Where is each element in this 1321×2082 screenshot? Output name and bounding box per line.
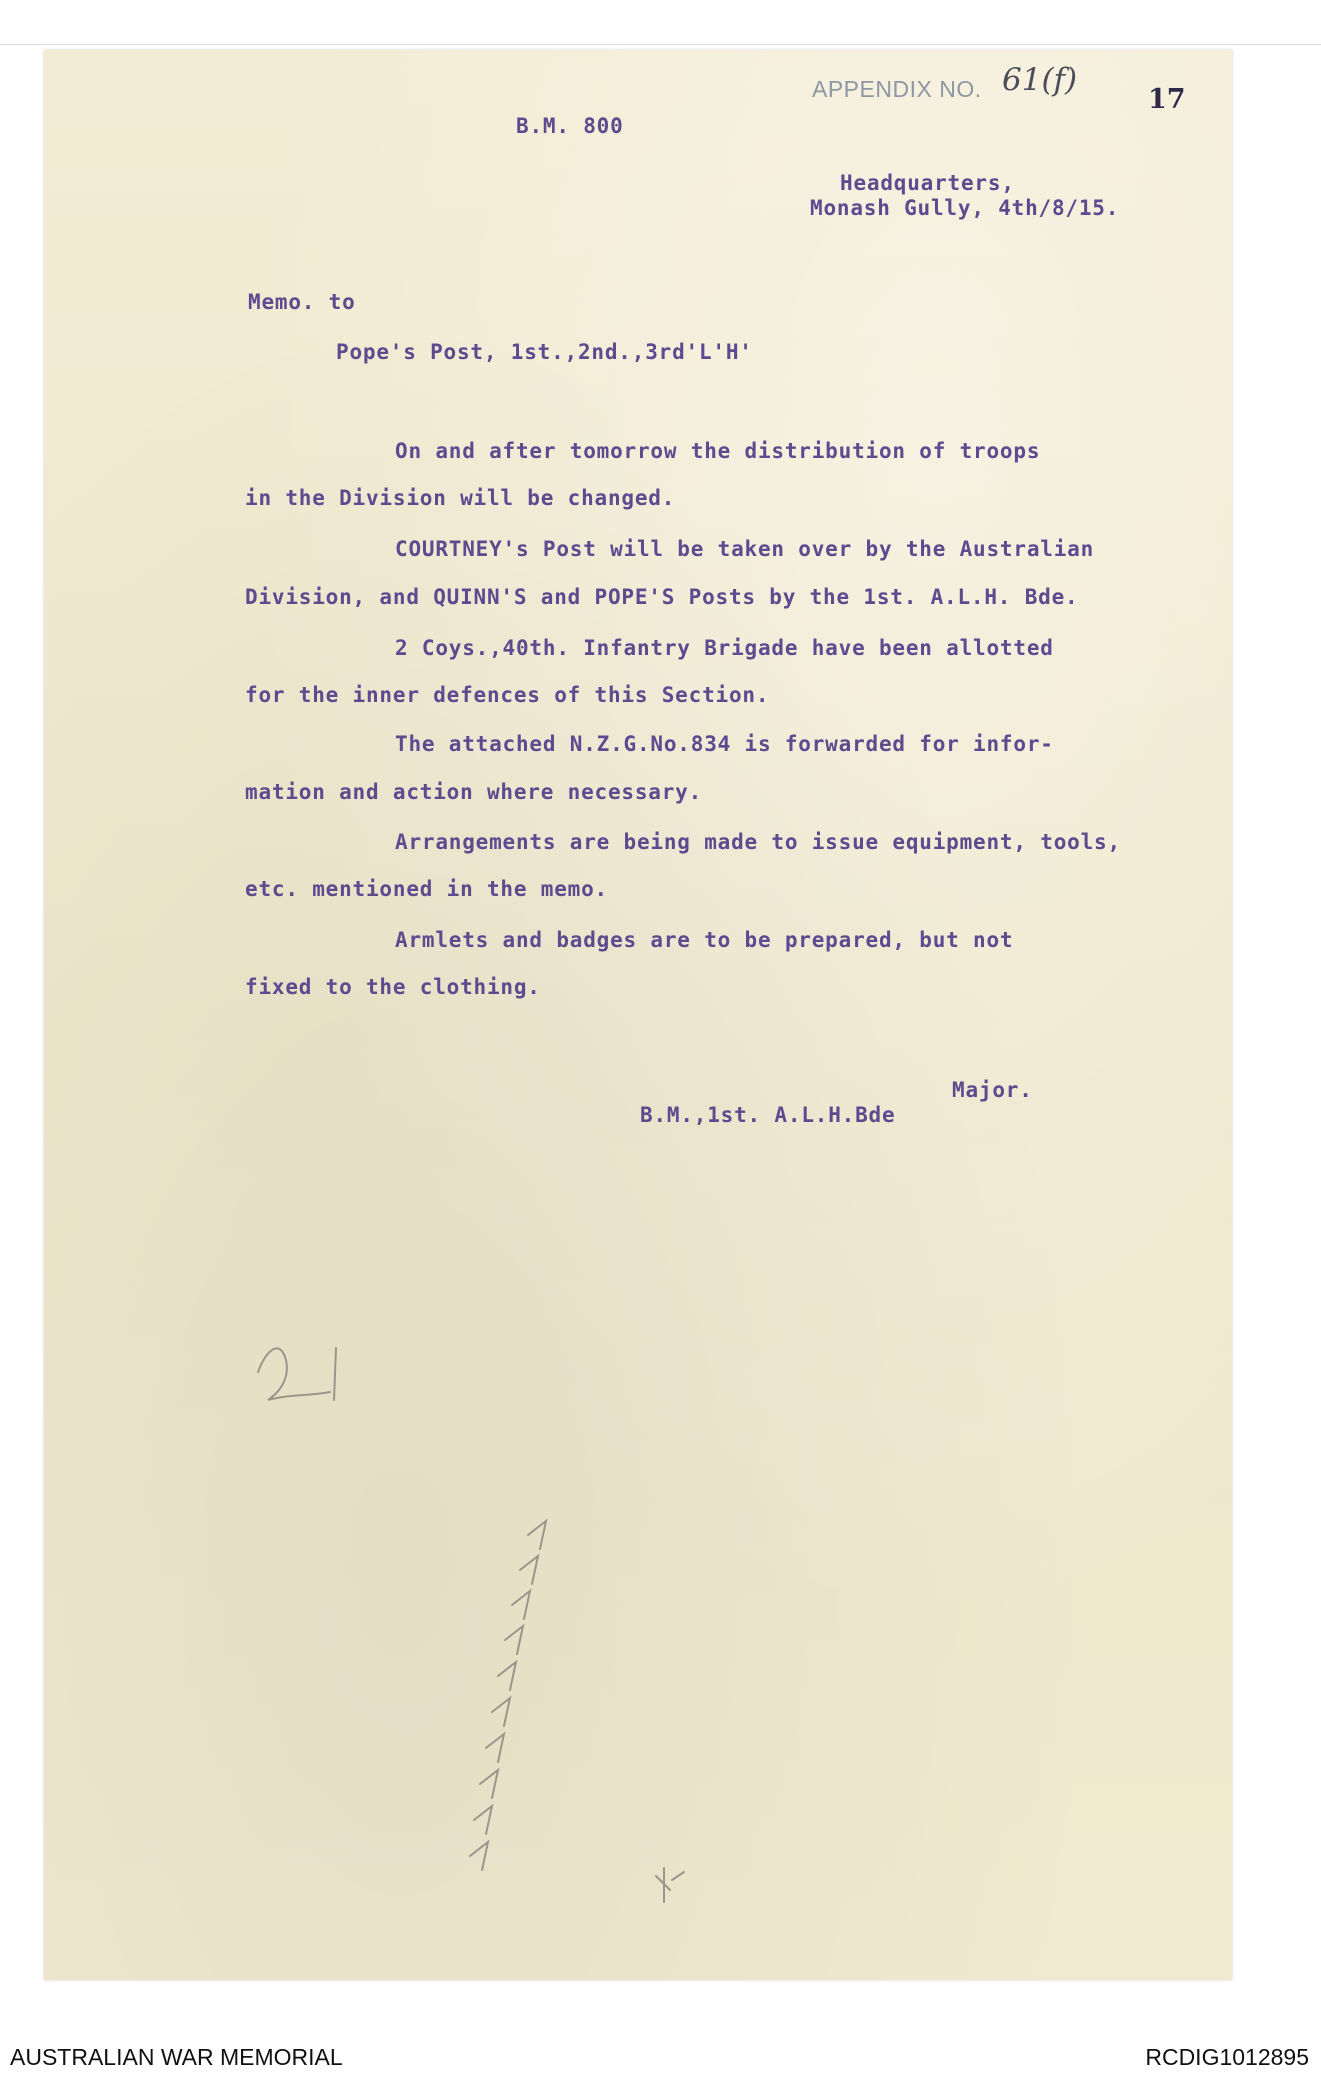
footer-record-id: RCDIG1012895: [1145, 2044, 1309, 2070]
pencil-tick: [520, 1556, 538, 1584]
pencil-tick: [470, 1842, 488, 1870]
body-line: fixed to the clothing.: [245, 975, 541, 999]
recipients: Pope's Post, 1st.,2nd.,3rd'L'H': [336, 340, 753, 364]
pencil-tick: [528, 1521, 546, 1549]
body-line: 2 Coys.,40th. Infantry Brigade have been allotted: [395, 636, 1054, 660]
body-line: Division, and QUINN'S and POPE'S Posts by the 1st. A.L.H. Bde.: [245, 585, 1079, 609]
pencil-tick: [486, 1734, 504, 1762]
headquarters-line: Headquarters,: [840, 171, 1015, 195]
pencil-scribble: [258, 1348, 330, 1400]
reference-number: B.M. 800: [516, 114, 624, 138]
pencil-tick: [492, 1698, 510, 1726]
body-line: for the inner defences of this Section.: [245, 683, 770, 707]
body-line: Armlets and badges are to be prepared, but not: [395, 928, 1014, 952]
pencil-tick: [498, 1662, 516, 1690]
location-date-line: Monash Gully, 4th/8/15.: [810, 196, 1120, 220]
body-line: mation and action where necessary.: [245, 780, 703, 804]
body-line: The attached N.Z.G.No.834 is forwarded for infor-: [395, 732, 1054, 756]
pencil-mark: [656, 1868, 684, 1902]
body-line: Arrangements are being made to issue equipment, tools,: [395, 830, 1121, 854]
body-line: in the Division will be changed.: [245, 486, 676, 510]
body-line: COURTNEY's Post will be taken over by the Australian: [395, 537, 1095, 561]
signature-rank: Major.: [952, 1078, 1033, 1102]
memo-to: Memo. to: [248, 290, 356, 314]
body-line: On and after tomorrow the distribution of troops: [395, 439, 1041, 463]
pencil-tick: [505, 1626, 523, 1654]
page-number: 17: [1148, 84, 1186, 115]
body-line: etc. mentioned in the memo.: [245, 877, 608, 901]
appendix-stamp: APPENDIX NO.: [812, 76, 982, 102]
pencil-tick: [512, 1591, 530, 1619]
pencil-tick: [480, 1770, 498, 1798]
pencil-scribble: [334, 1348, 336, 1400]
footer-institution: AUSTRALIAN WAR MEMORIAL: [10, 2044, 343, 2070]
appendix-number-handwritten: 61(f): [1002, 62, 1078, 98]
signature-title: B.M.,1st. A.L.H.Bde: [640, 1103, 896, 1127]
pencil-tick: [474, 1806, 492, 1834]
